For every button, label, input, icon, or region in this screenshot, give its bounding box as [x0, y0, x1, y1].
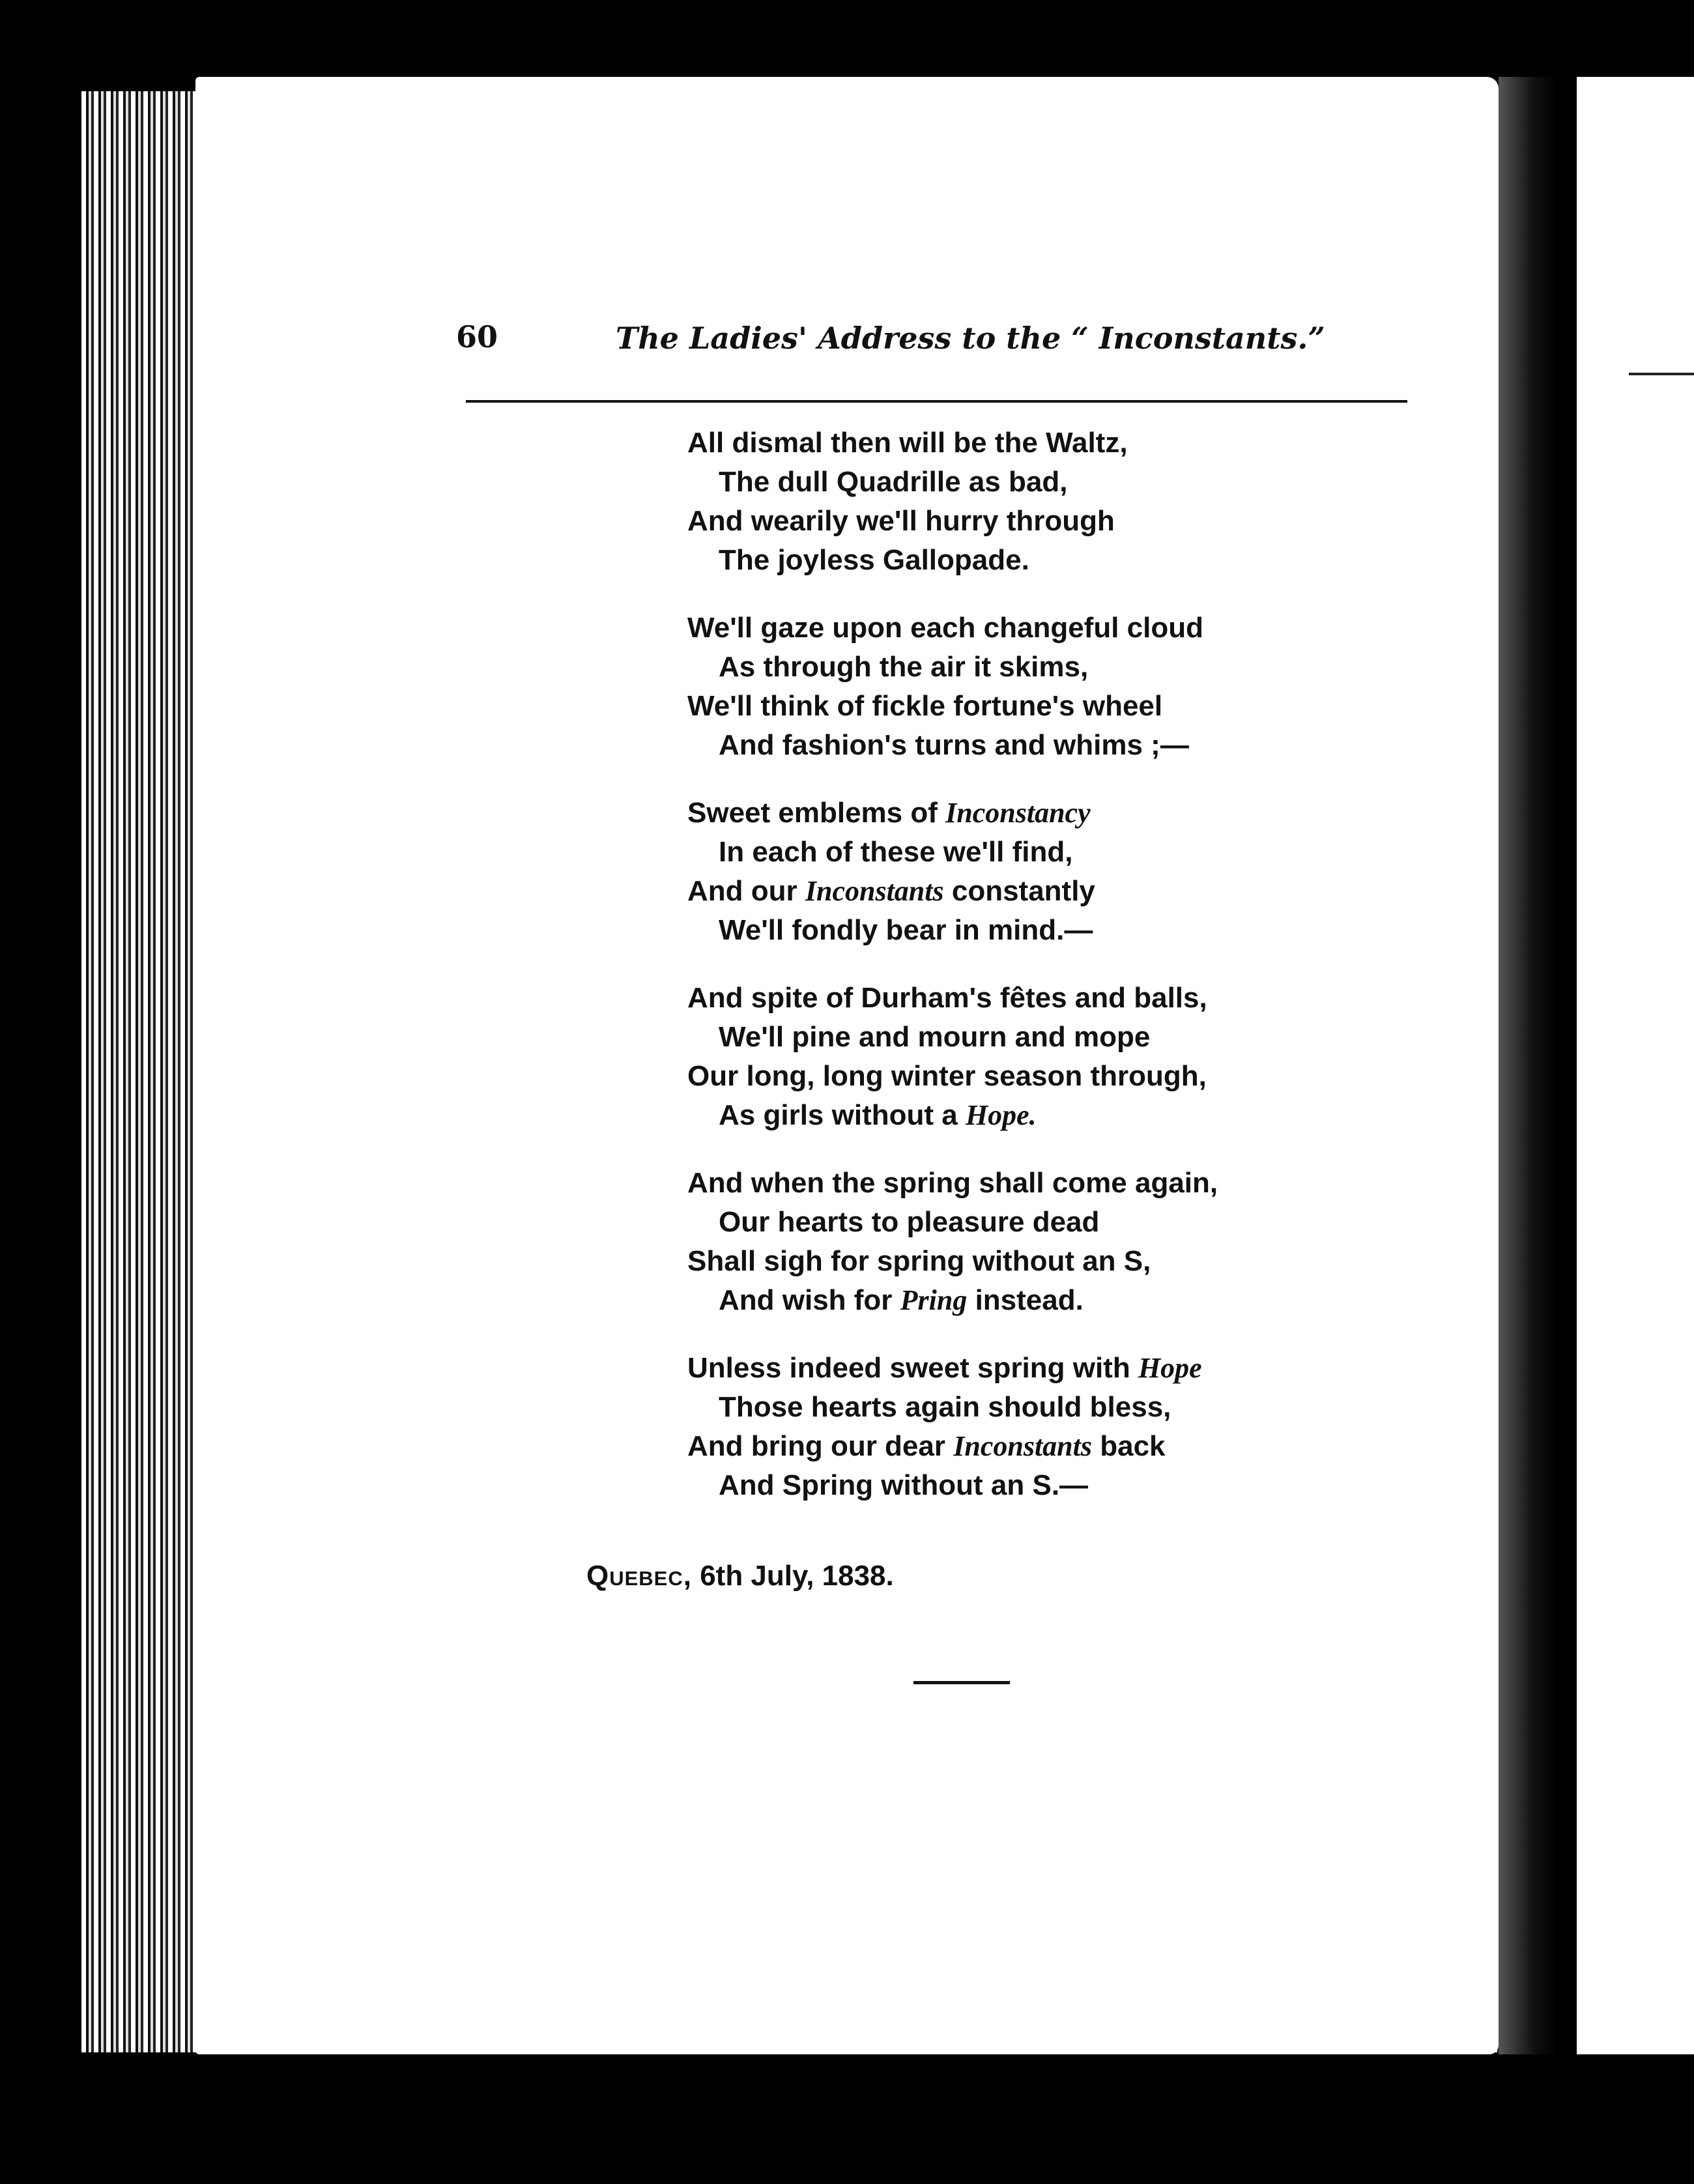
- poem-line: [687, 648, 1339, 687]
- poem-line: [687, 726, 1339, 765]
- line-text: instead.: [967, 1284, 1084, 1316]
- line-text: Shall sigh for spring without an S,: [687, 1245, 1151, 1277]
- closing-rule: [913, 1681, 1010, 1684]
- line-text: We'll think of fickle fortune's wheel: [687, 690, 1163, 722]
- header-rule: [466, 400, 1407, 403]
- line-text: And fashion's turns and whims ;—: [719, 729, 1189, 761]
- line-text: We'll fondly bear in mind.—: [719, 914, 1093, 946]
- line-text: And spite of Durham's fêtes and balls,: [687, 982, 1207, 1014]
- poem-line: [687, 1018, 1339, 1057]
- poem: [687, 424, 1339, 1534]
- line-text: Those hearts again should bless,: [719, 1391, 1171, 1423]
- poem-line: [687, 463, 1339, 502]
- book-gutter: [1499, 77, 1557, 2054]
- line-text: And when the spring shall come again,: [687, 1167, 1218, 1199]
- page-header: [456, 319, 1325, 365]
- poem-line: [687, 1096, 1339, 1135]
- poem-line: [687, 1466, 1339, 1505]
- line-text: Unless indeed sweet spring with: [687, 1352, 1138, 1384]
- line-text: As through the air it skims,: [719, 651, 1089, 683]
- line-text: And our: [687, 875, 805, 907]
- stanza: [687, 979, 1339, 1135]
- stanza: [687, 1164, 1339, 1320]
- page-number: 60: [456, 319, 498, 354]
- poem-line: [687, 1203, 1339, 1242]
- poem-line: [687, 911, 1339, 950]
- italic-text: Hope.: [965, 1099, 1037, 1131]
- line-text: The joyless Gallopade.: [719, 544, 1029, 576]
- italic-text: Inconstants: [953, 1430, 1092, 1462]
- dateline-place: Quebec,: [586, 1560, 692, 1592]
- poem-line: [687, 424, 1339, 463]
- poem-line: [687, 1427, 1339, 1466]
- line-text: Our long, long winter season through,: [687, 1060, 1207, 1092]
- poem-line: [687, 794, 1339, 833]
- poem-line: [687, 1349, 1339, 1388]
- stanza: [687, 794, 1339, 950]
- line-text: All dismal then will be the Waltz,: [687, 427, 1128, 459]
- poem-line: [687, 1242, 1339, 1281]
- poem-line: [687, 833, 1339, 872]
- poem-line: [687, 1388, 1339, 1427]
- running-head: The Ladies' Address to the “ Inconstants.”: [616, 321, 1325, 356]
- poem-line: [687, 872, 1339, 911]
- line-text: And wearily we'll hurry through: [687, 505, 1115, 537]
- italic-text: Inconstancy: [945, 797, 1091, 829]
- poem-line: [687, 979, 1339, 1018]
- line-text: Sweet emblems of: [687, 797, 946, 829]
- poem-line: [687, 502, 1339, 541]
- line-text: And wish for: [719, 1284, 900, 1316]
- line-text: We'll pine and mourn and mope: [719, 1021, 1151, 1053]
- stanza: [687, 609, 1339, 765]
- line-text: And bring our dear: [687, 1430, 954, 1462]
- poem-line: [687, 541, 1339, 580]
- stanza: [687, 424, 1339, 580]
- line-text: And Spring without an S.—: [719, 1469, 1089, 1501]
- stanza: [687, 1349, 1339, 1505]
- dateline: [586, 1560, 894, 1592]
- line-text: constantly: [943, 875, 1095, 907]
- poem-line: [687, 1164, 1339, 1203]
- line-text: As girls without a: [719, 1099, 966, 1131]
- italic-text: Inconstants: [805, 875, 944, 907]
- poem-line: [687, 609, 1339, 648]
- poem-line: [687, 687, 1339, 726]
- poem-line: [687, 1281, 1339, 1320]
- line-text: The dull Quadrille as bad,: [719, 466, 1068, 498]
- facing-page-rule: [1629, 373, 1694, 375]
- italic-text: Pring: [900, 1284, 968, 1316]
- line-text: back: [1092, 1430, 1166, 1462]
- line-text: Our hearts to pleasure dead: [719, 1206, 1100, 1238]
- line-text: We'll gaze upon each changeful cloud: [687, 612, 1203, 644]
- dateline-date: 6th July, 1838.: [691, 1560, 894, 1592]
- italic-text: Hope: [1138, 1352, 1202, 1384]
- poem-line: [687, 1057, 1339, 1096]
- line-text: In each of these we'll find,: [719, 836, 1073, 868]
